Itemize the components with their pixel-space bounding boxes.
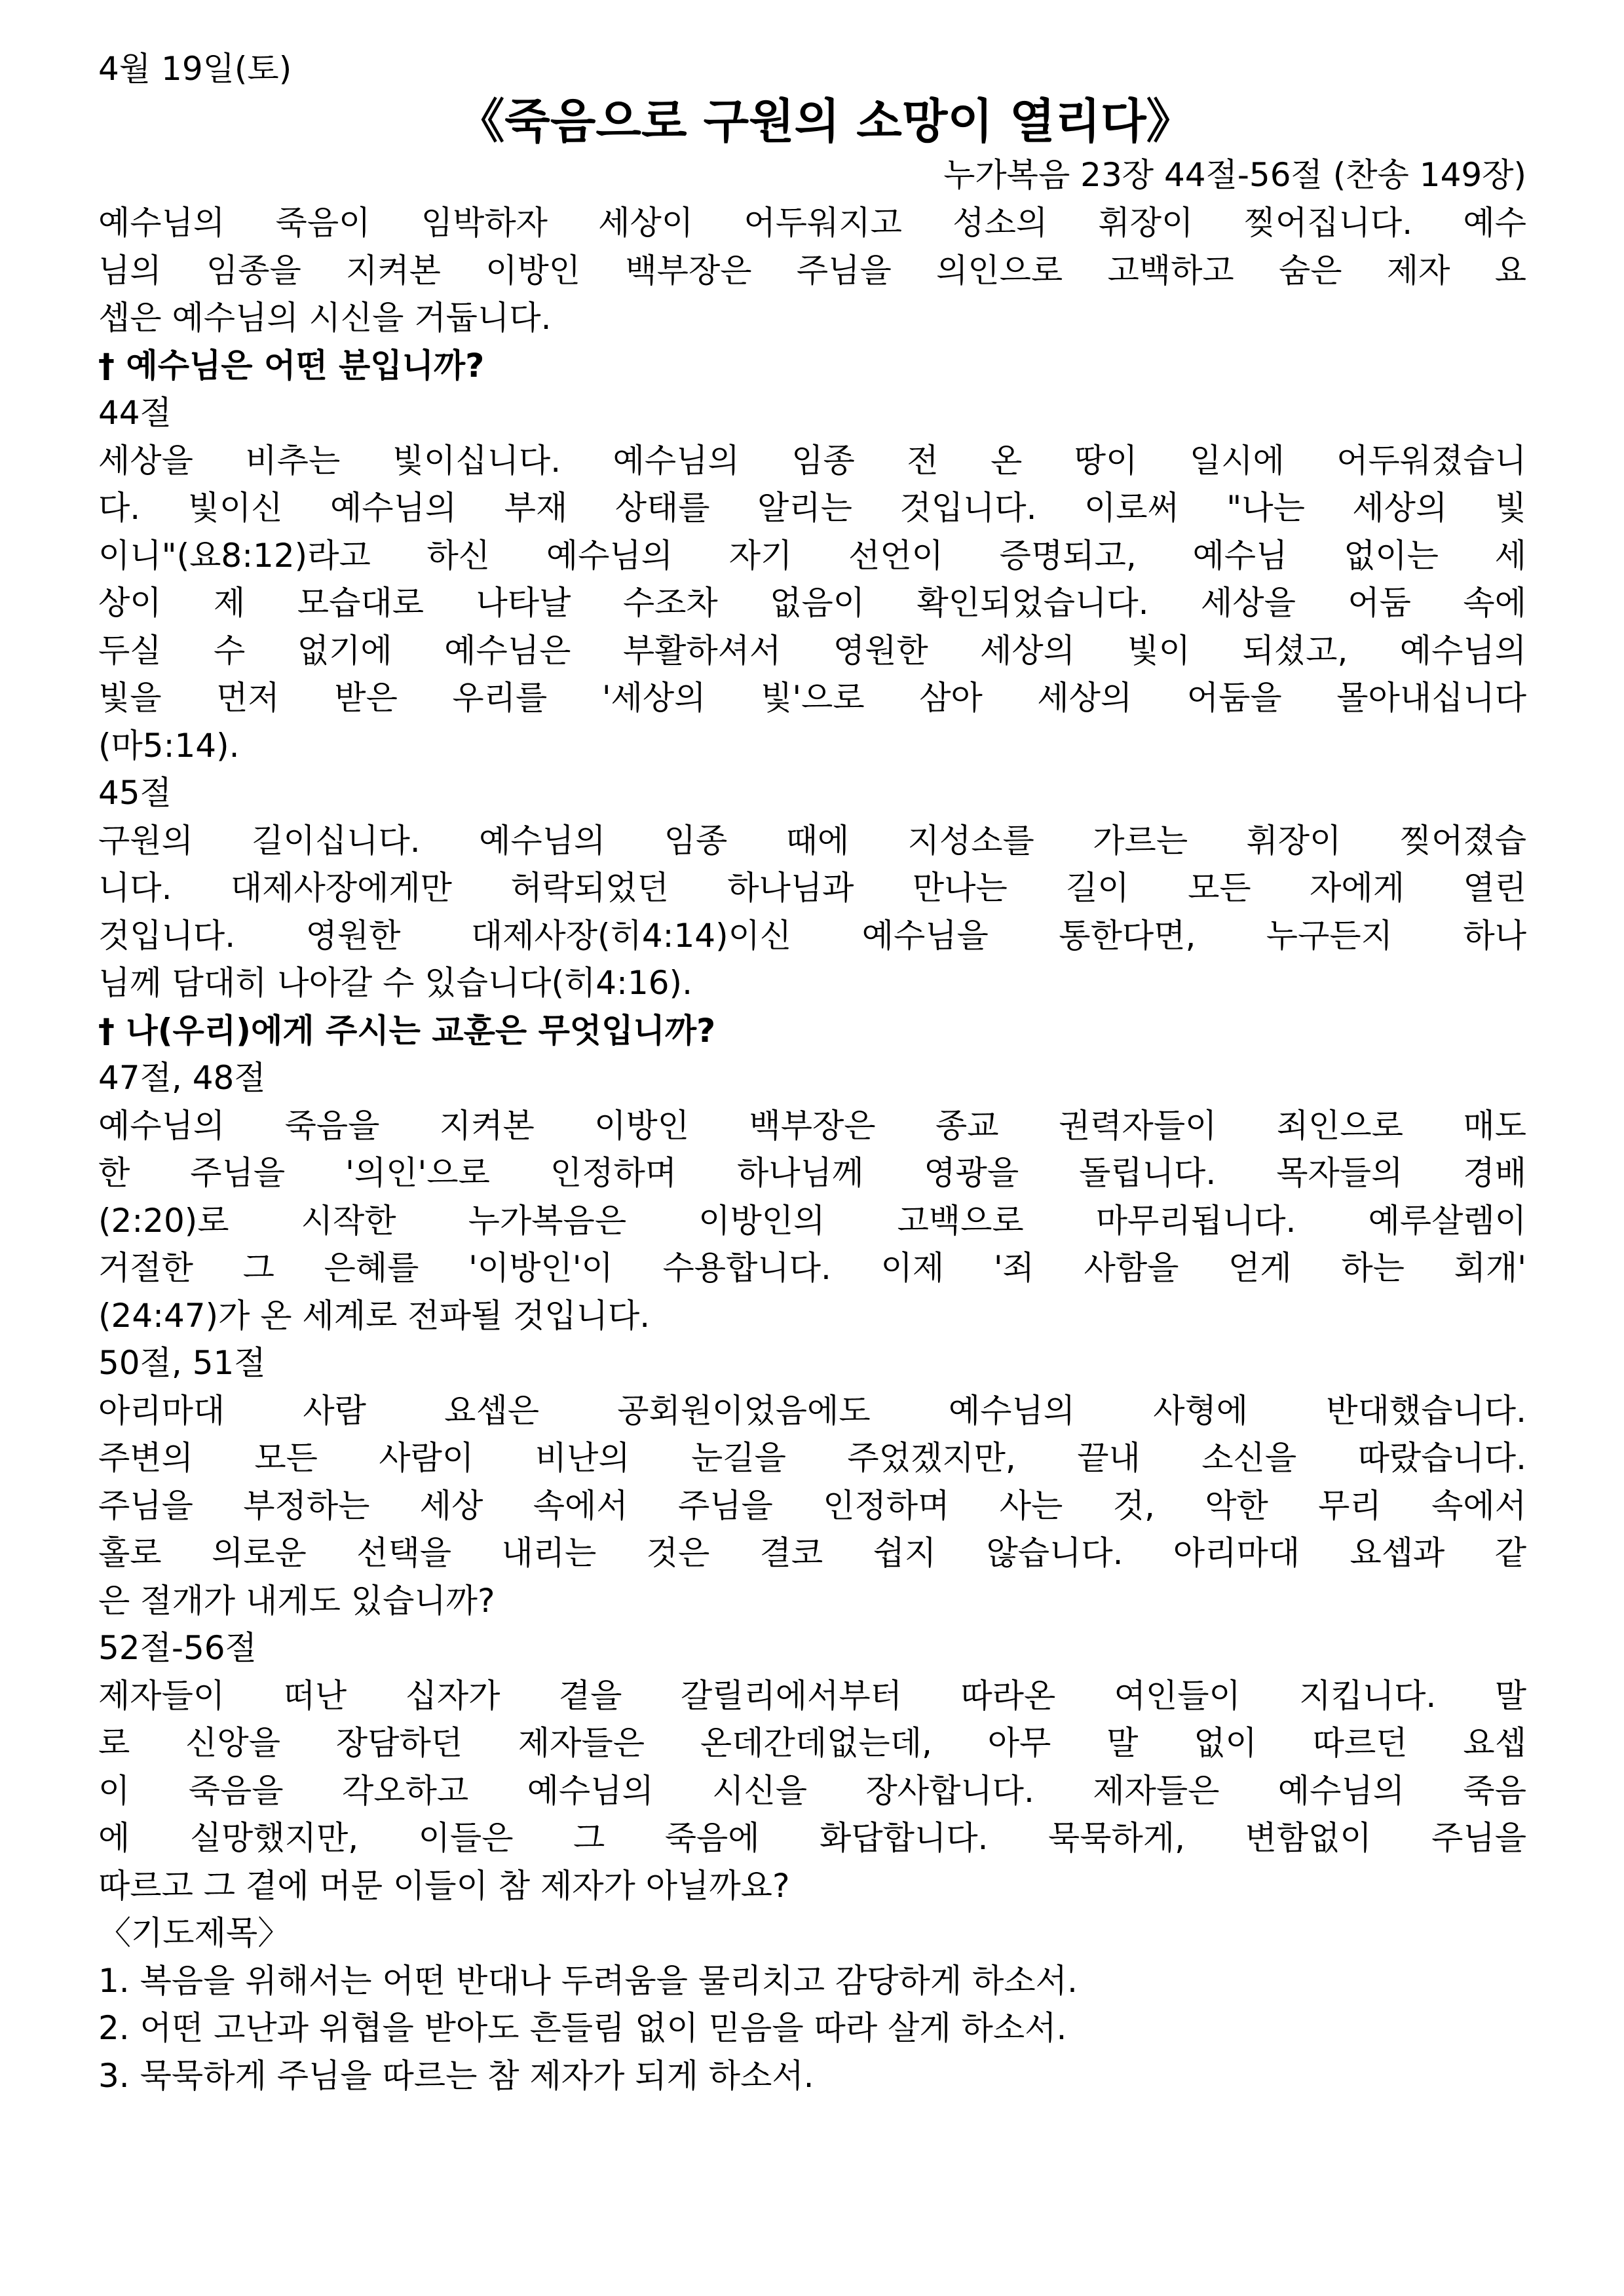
page-content	[98, 46, 1526, 2099]
text-line: 님의 임종을 지켜본 이방인 백부장은 주님을 의인으로 고백하고 숨은 제자 요	[98, 251, 1526, 290]
text-line: 예수님의 죽음이 임박하자 세상이 어두워지고 성소의 휘장이 찢어집니다. 예수	[98, 204, 1526, 242]
text-line: 주변의 모든 사람이 비난의 눈길을 주었겠지만, 끝내 소신을 따랐습니다.	[98, 1439, 1526, 1477]
text-line: 세상을 비추는 빛이십니다. 예수님의 임종 전 온 땅이 일시에 어두워졌습니	[98, 441, 1526, 480]
text-line: 에 실망했지만, 이들은 그 죽음에 화답합니다. 묵묵하게, 변함없이 주님을	[98, 1819, 1526, 1857]
text-line: (2:20)로 시작한 누가복음은 이방인의 고백으로 마무리됩니다. 예루살렘이	[98, 1201, 1526, 1240]
text-line: (24:47)가 온 세계로 전파될 것입니다.	[98, 1296, 651, 1335]
paragraph-50-51	[98, 1387, 1526, 1625]
paragraph-44	[98, 437, 1526, 770]
text-line: 님께 담대히 나아갈 수 있습니다(히4:16).	[98, 964, 692, 1002]
text-line: 로 신앙을 장담하던 제자들은 온데간데없는데, 아무 말 없이 따르던 요셉	[98, 1724, 1526, 1762]
text-line: 은 절개가 내게도 있습니까?	[98, 1581, 495, 1620]
verse-label-45: 45절	[98, 774, 172, 812]
text-line: 다. 빛이신 예수님의 부재 상태를 알리는 것입니다. 이로써 "나는 세상의 빛	[98, 489, 1526, 527]
text-line: 두실 수 없기에 예수님은 부활하셔서 영원한 세상의 빛이 되셨고, 예수님의	[98, 631, 1526, 670]
text-line: 니다. 대제사장에게만 허락되었던 하나님과 만나는 길이 모든 자에게 열린	[98, 869, 1526, 907]
text-line: 것입니다. 영원한 대제사장(히4:14)이신 예수님을 통한다면, 누구든지 하나	[98, 916, 1526, 955]
verse-label-52-56: 52절-56절	[98, 1629, 257, 1667]
text-line: 홀로 의로운 선택을 내리는 것은 결코 쉽지 않습니다. 아리마대 요셉과 같	[98, 1534, 1526, 1572]
text-line: 셉은 예수님의 시신을 거둡니다.	[98, 299, 552, 337]
intro-paragraph	[98, 199, 1526, 342]
prayer-list	[98, 1957, 1526, 2100]
text-line: 구원의 길이십니다. 예수님의 임종 때에 지성소를 가르는 휘장이 찢어졌습	[98, 821, 1526, 860]
text-line: (마5:14).	[98, 726, 240, 765]
prayer-item: 3. 묵묵하게 주님을 따르는 참 제자가 되게 하소서.	[98, 2056, 814, 2095]
text-line: 아리마대 사람 요셉은 공회원이었음에도 예수님의 사형에 반대했습니다.	[98, 1391, 1526, 1430]
section-heading-lesson: † 나(우리)에게 주시는 교훈은 무엇입니까?	[98, 1011, 716, 1050]
text-line: 따르고 그 곁에 머문 이들이 참 제자가 아닐까요?	[98, 1866, 790, 1905]
text-line: 거절한 그 은혜를 '이방인'이 수용합니다. 이제 '죄 사함을 얻게 하는 회개'	[98, 1249, 1526, 1287]
text-line: 이 죽음을 각오하고 예수님의 시신을 장사합니다. 제자들은 예수님의 죽음	[98, 1771, 1526, 1810]
paragraph-52-56	[98, 1672, 1526, 1910]
paragraph-45	[98, 817, 1526, 1007]
text-line: 빛을 먼저 받은 우리를 '세상의 빛'으로 삼아 세상의 어둠을 몰아내십니다	[98, 679, 1526, 717]
prayer-item: 2. 어떤 고난과 위협을 받아도 흔들림 없이 믿음을 따라 살게 하소서.	[98, 2009, 1067, 2047]
verse-label-47-48: 47절, 48절	[98, 1059, 266, 1097]
page-title: 《죽음으로 구원의 소망이 열리다》	[457, 94, 1194, 149]
verse-label-44: 44절	[98, 394, 172, 432]
text-line: 제자들이 떠난 십자가 곁을 갈릴리에서부터 따라온 여인들이 지킵니다. 말	[98, 1676, 1526, 1715]
section-heading-who-is-jesus: † 예수님은 어떤 분입니까?	[98, 346, 485, 385]
prayer-item: 1. 복음을 위해서는 어떤 반대나 두려움을 물리치고 감당하게 하소서.	[98, 1961, 1078, 2000]
text-line: 한 주님을 '의인'으로 인정하며 하나님께 영광을 돌립니다. 목자들의 경배	[98, 1154, 1526, 1192]
prayer-heading: 〈기도제목〉	[98, 1914, 291, 1952]
text-line: 상이 제 모습대로 나타날 수조차 없음이 확인되었습니다. 세상을 어둠 속에	[98, 584, 1526, 622]
paragraph-47-48	[98, 1102, 1526, 1340]
text-line: 주님을 부정하는 세상 속에서 주님을 인정하며 사는 것, 악한 무리 속에서	[98, 1486, 1526, 1525]
date: 4월 19일(토)	[98, 50, 292, 88]
text-line: 예수님의 죽음을 지켜본 이방인 백부장은 종교 권력자들이 죄인으로 매도	[98, 1106, 1526, 1145]
verse-label-50-51: 50절, 51절	[98, 1344, 266, 1382]
scripture-reference: 누가복음 23장 44절-56절 (찬송 149장)	[943, 156, 1526, 194]
text-line: 이니"(요8:12)라고 하신 예수님의 자기 선언이 증명되고, 예수님 없이는 세	[98, 536, 1526, 575]
